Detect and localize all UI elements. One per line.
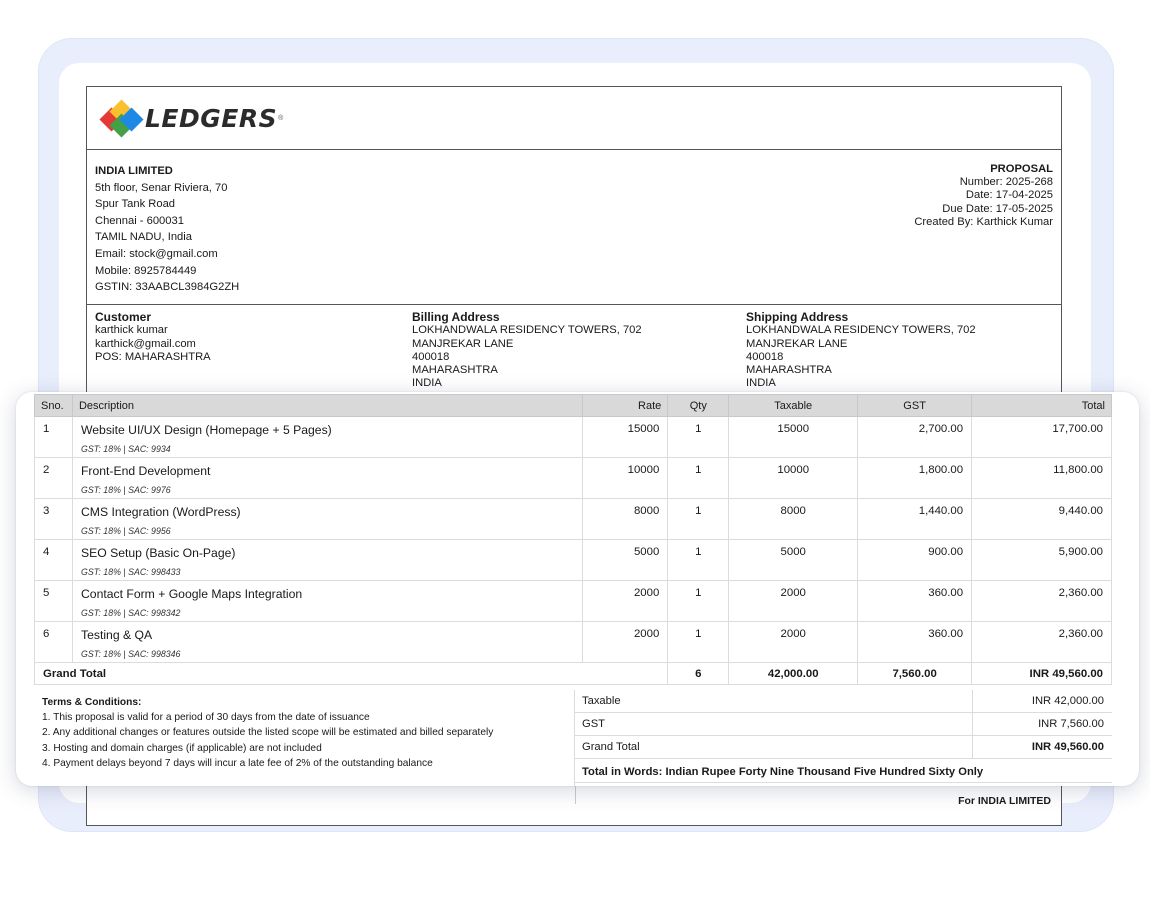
col-gst: GST (858, 395, 972, 417)
row-qty: 1 (668, 622, 729, 663)
item-description: Website UI/UX Design (Homepage + 5 Pages) (80, 423, 332, 437)
summary-block (574, 690, 1112, 783)
document-footer-strip (86, 786, 1062, 807)
table-row (35, 581, 1112, 622)
billing-address-block (412, 311, 642, 391)
summary-grand-label: Grand Total (582, 741, 640, 753)
proposal-date: Date: 17-04-2025 (965, 189, 1053, 202)
row-rate: 5000 (583, 540, 668, 581)
logo-registered-mark: ® (278, 114, 284, 122)
billing-heading: Billing Address (412, 310, 500, 324)
item-tax-info: GST: 18% | SAC: 998342 (80, 608, 181, 618)
row-gst: 1,440.00 (858, 499, 972, 540)
row-taxable: 10000 (729, 458, 858, 499)
table-row (35, 499, 1112, 540)
row-gst: 2,700.00 (858, 417, 972, 458)
row-sno: 5 (35, 581, 73, 622)
terms-item: 1. This proposal is valid for a period of 30 days from the date of issuance (42, 712, 370, 724)
items-card (16, 392, 1139, 786)
signature-for: For INDIA LIMITED (958, 795, 1051, 807)
summary-grand-row (574, 736, 1112, 759)
row-taxable: 2000 (729, 622, 858, 663)
row-rate: 15000 (583, 417, 668, 458)
customer-email: karthick@gmail.com (95, 337, 196, 350)
proposal-created-by: Created By: Karthick Kumar (914, 215, 1053, 228)
row-rate: 8000 (583, 499, 668, 540)
customer-block (95, 311, 211, 364)
summary-value-divider (972, 736, 973, 758)
customer-name: karthick kumar (95, 324, 168, 337)
row-rate: 2000 (583, 622, 668, 663)
table-row (35, 622, 1112, 663)
row-qty: 1 (668, 417, 729, 458)
row-description (72, 417, 582, 458)
row-total: 11,800.00 (972, 458, 1112, 499)
company-address-line: TAMIL NADU, India (95, 231, 192, 244)
ledgers-logo (101, 102, 283, 134)
shipping-line: LOKHANDWALA RESIDENCY TOWERS, 702 (746, 324, 976, 337)
grand-total-gst: 7,560.00 (858, 663, 972, 685)
row-sno: 2 (35, 458, 73, 499)
footer-divider (575, 786, 576, 804)
col-sno: Sno. (35, 395, 73, 417)
document-header (87, 87, 1061, 150)
billing-line: LOKHANDWALA RESIDENCY TOWERS, 702 (412, 324, 642, 337)
row-sno: 3 (35, 499, 73, 540)
company-mobile: Mobile: 8925784449 (95, 264, 197, 277)
terms-item: 3. Hosting and domain charges (if applicable) are not included (42, 742, 322, 754)
col-description: Description (72, 395, 582, 417)
shipping-line: 400018 (746, 350, 784, 363)
row-gst: 360.00 (858, 581, 972, 622)
row-qty: 1 (668, 581, 729, 622)
ledgers-logo-icon (101, 102, 143, 134)
row-total: 2,360.00 (972, 622, 1112, 663)
row-description (72, 458, 582, 499)
summary-gst-label: GST (582, 718, 605, 730)
table-header-row (35, 395, 1112, 417)
row-gst: 900.00 (858, 540, 972, 581)
summary-taxable-row (574, 690, 1112, 713)
items-table (34, 394, 1112, 685)
row-qty: 1 (668, 540, 729, 581)
item-description: Front-End Development (80, 464, 211, 478)
grand-total-qty: 6 (668, 663, 729, 685)
item-description: Testing & QA (80, 628, 153, 642)
row-total: 2,360.00 (972, 581, 1112, 622)
item-description: Contact Form + Google Maps Integration (80, 587, 303, 601)
customer-pos: POS: MAHARASHTRA (95, 350, 211, 363)
terms-item: 4. Payment delays beyond 7 days will incur a late fee of 2% of the outstanding balance (42, 757, 433, 769)
company-gstin: GSTIN: 33AABCL3984G2ZH (95, 281, 240, 294)
summary-gst-row (574, 713, 1112, 736)
proposal-number: Number: 2025-268 (959, 176, 1053, 189)
terms-block (42, 695, 493, 771)
terms-heading: Terms & Conditions: (42, 697, 142, 708)
row-sno: 6 (35, 622, 73, 663)
row-sno: 4 (35, 540, 73, 581)
table-row (35, 458, 1112, 499)
row-total: 17,700.00 (972, 417, 1112, 458)
row-description (72, 581, 582, 622)
grand-total-row (35, 663, 1112, 685)
item-description: CMS Integration (WordPress) (80, 505, 241, 519)
summary-taxable-value: INR 42,000.00 (1031, 695, 1104, 707)
row-qty: 1 (668, 499, 729, 540)
total-in-words: Total in Words: Indian Rupee Forty Nine Thousand Five Hundred Sixty Only (574, 759, 1112, 783)
billing-line: 400018 (412, 350, 450, 363)
summary-gst-value: INR 7,560.00 (1038, 718, 1104, 730)
summary-taxable-label: Taxable (582, 695, 621, 707)
billing-line: INDIA (412, 377, 442, 390)
proposal-meta (914, 163, 1053, 229)
row-description (72, 540, 582, 581)
summary-grand-value: INR 49,560.00 (1031, 741, 1104, 753)
company-address-line: Chennai - 600031 (95, 214, 184, 227)
shipping-address-block (746, 311, 976, 391)
proposal-due-date: Due Date: 17-05-2025 (942, 202, 1053, 215)
item-description: SEO Setup (Basic On-Page) (80, 546, 236, 560)
grand-total-amount: INR 49,560.00 (972, 663, 1112, 685)
row-taxable: 8000 (729, 499, 858, 540)
item-tax-info: GST: 18% | SAC: 998433 (80, 567, 181, 577)
item-tax-info: GST: 18% | SAC: 9934 (80, 444, 171, 454)
shipping-heading: Shipping Address (746, 310, 849, 324)
row-gst: 1,800.00 (858, 458, 972, 499)
grand-total-taxable: 42,000.00 (729, 663, 858, 685)
company-email: Email: stock@gmail.com (95, 247, 218, 260)
row-sno: 1 (35, 417, 73, 458)
item-tax-info: GST: 18% | SAC: 9956 (80, 526, 171, 536)
customer-heading: Customer (95, 310, 152, 324)
table-row (35, 417, 1112, 458)
company-address-line: Spur Tank Road (95, 198, 176, 211)
company-block (95, 163, 239, 296)
item-tax-info: GST: 18% | SAC: 9976 (80, 485, 171, 495)
row-total: 9,440.00 (972, 499, 1112, 540)
address-row (87, 304, 1061, 390)
row-taxable: 15000 (729, 417, 858, 458)
billing-line: MANJREKAR LANE (412, 337, 514, 350)
row-description (72, 499, 582, 540)
row-description (72, 622, 582, 663)
shipping-line: INDIA (746, 377, 776, 390)
summary-value-divider (972, 690, 973, 712)
billing-line: MAHARASHTRA (412, 364, 498, 377)
shipping-line: MANJREKAR LANE (746, 337, 848, 350)
logo-text: LEDGERS (145, 103, 278, 133)
col-total: Total (972, 395, 1112, 417)
company-address-line: 5th floor, Senar Riviera, 70 (95, 181, 228, 194)
col-taxable: Taxable (729, 395, 858, 417)
col-qty: Qty (668, 395, 729, 417)
table-row (35, 540, 1112, 581)
row-total: 5,900.00 (972, 540, 1112, 581)
terms-item: 2. Any additional changes or features outside the listed scope will be estimated and billed separately (42, 727, 494, 739)
proposal-title: PROPOSAL (990, 163, 1053, 175)
item-tax-info: GST: 18% | SAC: 998346 (80, 649, 181, 659)
summary-value-divider (972, 713, 973, 735)
row-gst: 360.00 (858, 622, 972, 663)
col-rate: Rate (583, 395, 668, 417)
company-name: INDIA LIMITED (95, 165, 173, 177)
shipping-line: MAHARASHTRA (746, 364, 832, 377)
row-taxable: 2000 (729, 581, 858, 622)
grand-total-label: Grand Total (35, 663, 668, 685)
row-qty: 1 (668, 458, 729, 499)
row-taxable: 5000 (729, 540, 858, 581)
row-rate: 10000 (583, 458, 668, 499)
row-rate: 2000 (583, 581, 668, 622)
